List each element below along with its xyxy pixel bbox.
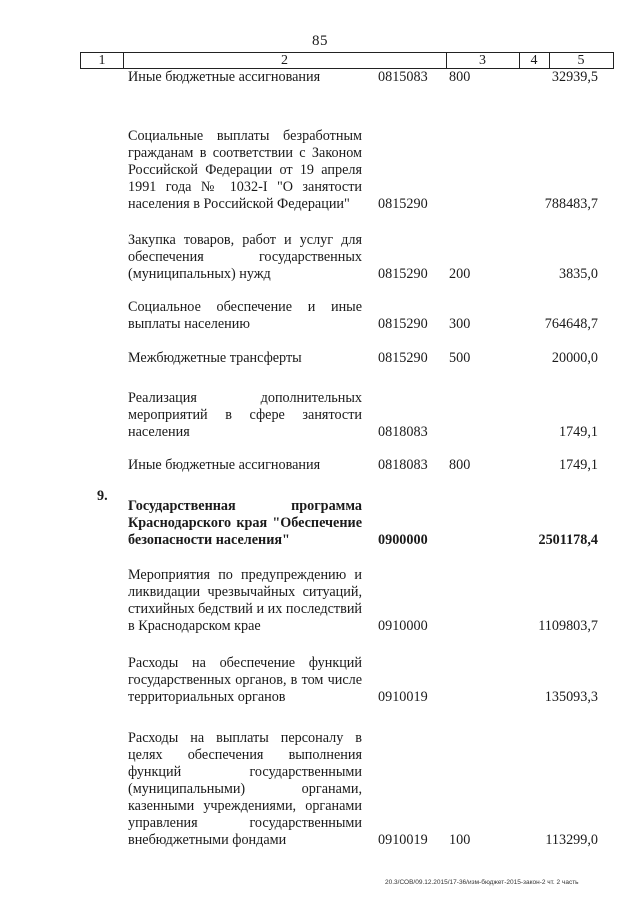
row-code: 0815290 bbox=[378, 196, 428, 212]
row-code: 0815083 bbox=[378, 69, 428, 85]
row-code: 0815290 bbox=[378, 266, 428, 282]
row-amount: 3835,0 bbox=[558, 266, 598, 282]
row-amount: 764648,7 bbox=[544, 316, 598, 332]
row-description: Расходы на обеспечение функций государственных органов, в том числе территориальных органов bbox=[128, 655, 362, 705]
header-col-3: 3 bbox=[446, 53, 520, 68]
row-amount: 1109803,7 bbox=[538, 618, 598, 634]
row-description: Расходы на выплаты персоналу в целях обеспечения выполнения функций государственными (муниципальными) органами, казенными учреждениями, органами управления государственными внебюджетными фондами bbox=[128, 730, 362, 848]
table-row bbox=[0, 452, 640, 474]
row-description: Государственная программа Краснодарского края "Обеспечение безопасности населения" bbox=[128, 498, 362, 548]
row-number: 9. bbox=[97, 488, 108, 504]
row-type: 300 bbox=[449, 316, 471, 332]
header-col-1: 1 bbox=[81, 53, 124, 68]
row-amount: 1749,1 bbox=[558, 457, 598, 473]
row-description: Иные бюджетные ассигнования bbox=[128, 69, 321, 85]
table-row bbox=[0, 720, 640, 849]
row-amount: 20000,0 bbox=[551, 350, 598, 366]
table-row bbox=[0, 561, 640, 635]
row-description: Социальные выплаты безработным гражданам в соответствии с Законом Российской Федерации от 19 апреля 1991 года № 1032-I "О занятости населения в Российской Федерации" bbox=[128, 128, 362, 212]
row-type: 200 bbox=[449, 266, 471, 282]
table-row bbox=[0, 648, 640, 706]
row-description: Социальное обеспечение и иные выплаты населению bbox=[128, 299, 362, 332]
row-type: 500 bbox=[449, 350, 471, 366]
row-code: 0910019 bbox=[378, 689, 428, 705]
row-description: Реализация дополнительных мероприятий в сфере занятости населения bbox=[128, 390, 362, 440]
row-description: Закупка товаров, работ и услуг для обеспечения государственных (муниципальных) нужд bbox=[128, 232, 362, 282]
row-code: 0910019 bbox=[378, 832, 428, 848]
row-code: 0910000 bbox=[378, 618, 428, 634]
row-code: 0815290 bbox=[378, 350, 428, 366]
row-amount: 1749,1 bbox=[558, 424, 598, 440]
row-description: Межбюджетные трансферты bbox=[128, 350, 302, 366]
row-type: 800 bbox=[449, 457, 471, 473]
row-amount: 2501178,4 bbox=[538, 532, 598, 548]
row-code: 0818083 bbox=[378, 457, 428, 473]
row-code: 0815290 bbox=[378, 316, 428, 332]
row-description: Мероприятия по предупреждению и ликвидации чрезвычайных ситуаций, стихийных бедствий и их последствий в Краснодарском крае bbox=[128, 567, 362, 634]
row-code: 0900000 bbox=[378, 532, 428, 548]
table-row bbox=[0, 295, 640, 333]
table-row bbox=[0, 220, 640, 283]
row-amount: 113299,0 bbox=[545, 832, 598, 848]
table-row bbox=[0, 345, 640, 367]
row-amount: 32939,5 bbox=[551, 69, 598, 85]
row-description: Иные бюджетные ассигнования bbox=[128, 457, 321, 473]
row-amount: 788483,7 bbox=[544, 196, 598, 212]
row-amount: 135093,3 bbox=[544, 689, 598, 705]
row-type: 800 bbox=[449, 69, 471, 85]
page-number: 85 bbox=[312, 33, 328, 49]
header-col-4: 4 bbox=[519, 53, 550, 68]
header-col-5: 5 bbox=[577, 53, 585, 68]
footer-note: 20.3/СОВ/09.12.2015/17-36/изм-бюджет-2015-закон-2 чт. 2 часть bbox=[385, 879, 579, 886]
row-code: 0818083 bbox=[378, 424, 428, 440]
table-row bbox=[0, 100, 640, 213]
header-col-2: 2 bbox=[123, 53, 447, 68]
table-row bbox=[0, 60, 640, 86]
row-type: 100 bbox=[449, 832, 471, 848]
table-row bbox=[0, 380, 640, 441]
table-row bbox=[0, 488, 640, 549]
